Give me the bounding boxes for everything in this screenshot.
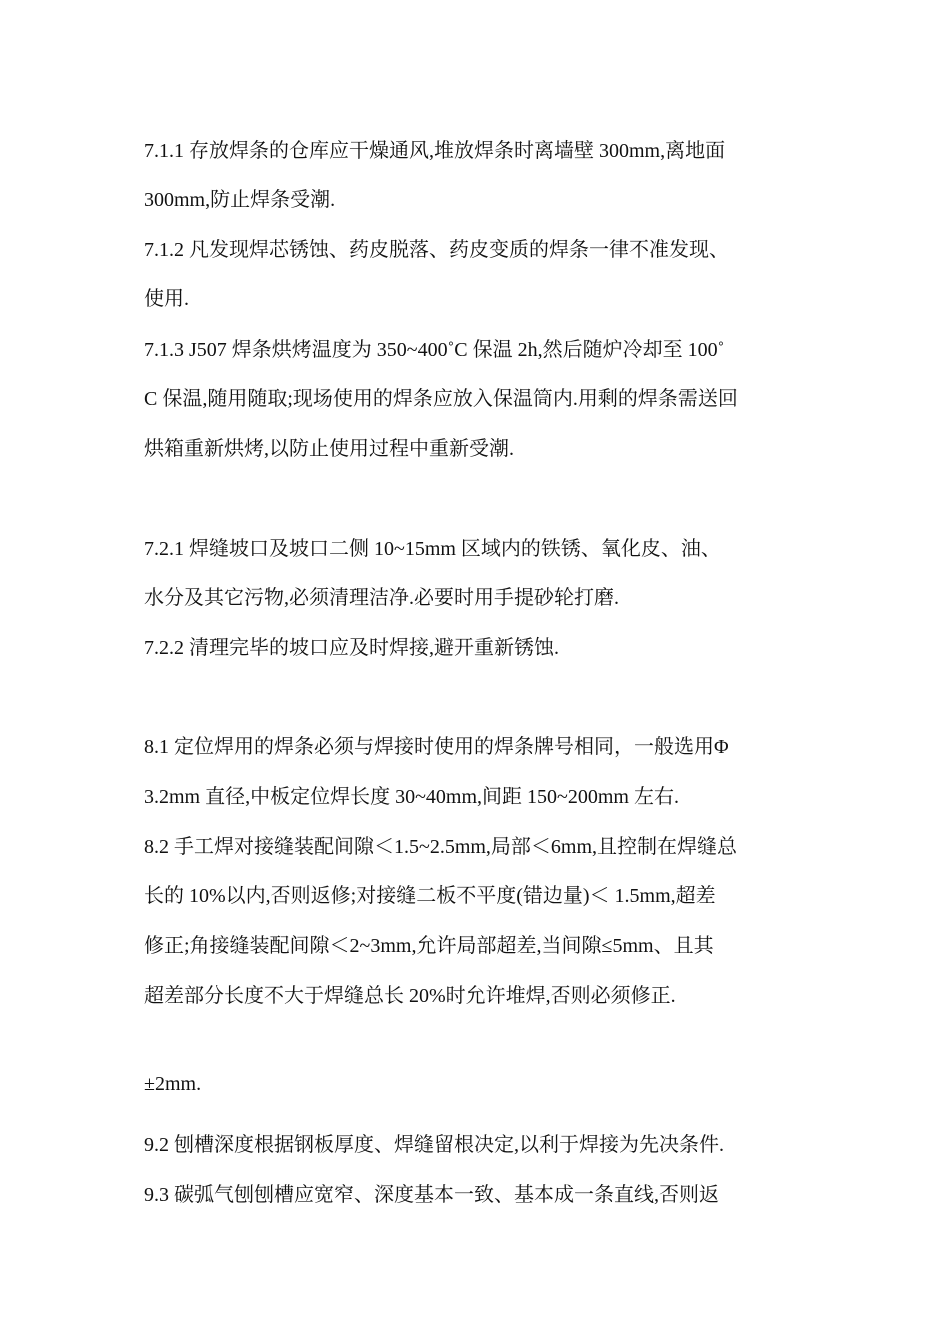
text-line: 超差部分长度不大于焊缝总长 20%时允许堆焊,否则必须修正.	[144, 985, 676, 1007]
text-line: C 保温,随用随取;现场使用的焊条应放入保温筒内.用剩的焊条需送回	[144, 388, 738, 410]
text-line: 7.2.2 清理完毕的坡口应及时焊接,避开重新锈蚀.	[144, 637, 559, 659]
text-line: 8.2 手工焊对接缝装配间隙＜1.5~2.5mm,局部＜6mm,且控制在焊缝总	[144, 836, 738, 858]
text-line: 7.1.1 存放焊条的仓库应干燥通风,堆放焊条时离墙壁 300mm,离地面	[144, 140, 726, 162]
text-line: ±2mm.	[144, 1073, 202, 1095]
text-line: 300mm,防止焊条受潮.	[144, 189, 336, 211]
text-line: 9.3 碳弧气刨刨槽应宽窄、深度基本一致、基本成一条直线,否则返	[144, 1184, 719, 1206]
text-line: 烘箱重新烘烤,以防止使用过程中重新受潮.	[144, 438, 514, 460]
text-line: 长的 10%以内,否则返修;对接缝二板不平度(错边量)＜ 1.5mm,超差	[144, 885, 716, 907]
text-line: 修正;角接缝装配间隙＜2~3mm,允许局部超差,当间隙≤5mm、且其	[144, 935, 714, 957]
text-line: 3.2mm 直径,中板定位焊长度 30~40mm,间距 150~200mm 左右.	[144, 786, 679, 808]
text-line: 使用.	[144, 288, 189, 310]
text-line: 7.1.3 J507 焊条烘烤温度为 350~400˚C 保温 2h,然后随炉冷却至 100˚	[144, 339, 725, 361]
text-line: 水分及其它污物,必须清理洁净.必要时用手提砂轮打磨.	[144, 587, 619, 609]
text-line: 7.2.1 焊缝坡口及坡口二侧 10~15mm 区域内的铁锈、氧化皮、油、	[144, 538, 721, 560]
text-line: 9.2 刨槽深度根据钢板厚度、焊缝留根决定,以利于焊接为先决条件.	[144, 1134, 724, 1156]
text-line: 7.1.2 凡发现焊芯锈蚀、药皮脱落、药皮变质的焊条一律不准发现、	[144, 239, 729, 261]
text-line: 8.1 定位焊用的焊条必须与焊接时使用的焊条牌号相同，一般选用Φ	[144, 736, 729, 758]
